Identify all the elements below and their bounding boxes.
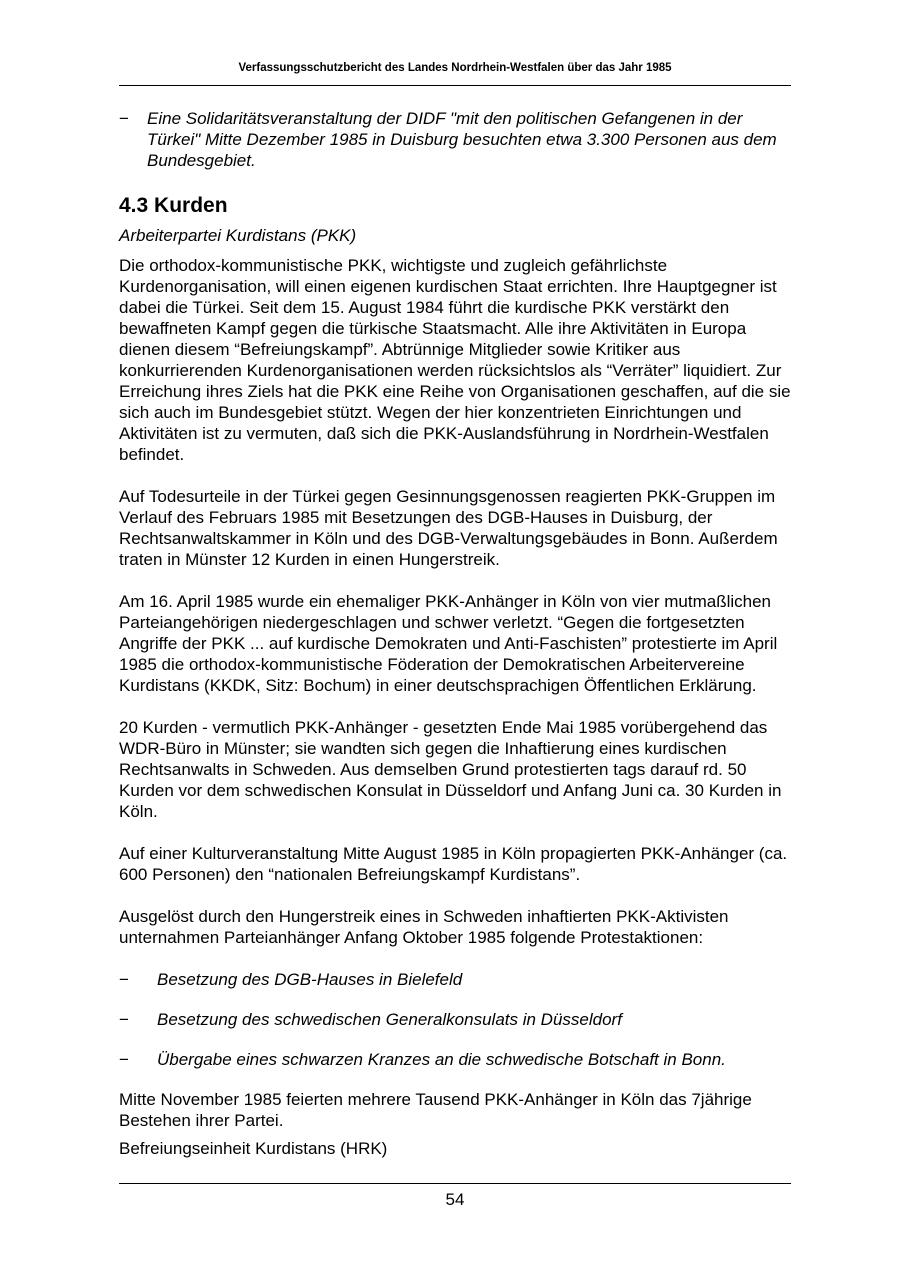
dash-bullet: −	[119, 1010, 129, 1029]
list-item-text: Übergabe eines schwarzen Kranzes an die schwedische Botschaft in Bonn.	[157, 1050, 726, 1069]
footer-divider	[119, 1183, 791, 1184]
list-item-text: Besetzung des schwedischen Generalkonsulats in Düsseldorf	[157, 1010, 622, 1029]
header-divider	[119, 85, 791, 86]
page-number: 54	[445, 1190, 465, 1209]
list-item-text: Besetzung des DGB-Hauses in Bielefeld	[157, 970, 463, 989]
next-subheading: Befreiungseinheit Kurdistans (HRK)	[119, 1139, 388, 1158]
paragraph: 20 Kurden - vermutlich PKK-Anhänger - gesetzten Ende Mai 1985 vorübergehend das WDR-Büro in Münster; sie wandten sich gegen die Inhaftierung eines kurdischen Rechtsanwalts in Schweden. Aus demselben Grund protestierten tags darauf rd. 50 Kurden vor dem schwedischen Konsulat in Düsseldorf und Anfang Juni ca. 30 Kurden in Köln.	[119, 718, 782, 821]
paragraph: Mitte November 1985 feierten mehrere Tausend PKK-Anhänger in Köln das 7jährige Bestehen ihrer Partei.	[119, 1090, 752, 1130]
dash-bullet: −	[119, 970, 129, 989]
paragraph: Auf einer Kulturveranstaltung Mitte August 1985 in Köln propagierten PKK-Anhänger (ca. 600 Personen) den “nationalen Befreiungskampf Kurdistans”.	[119, 844, 788, 884]
protest-actions-list	[119, 969, 791, 1070]
paragraph: Die orthodox-kommunistische PKK, wichtigste und zugleich gefährlichste Kurdenorganisation, will einen eigenen kurdischen Staat errichten. Ihre Hauptgegner ist dabei die Türkei. Seit dem 15. August 1984 führt die kurdische PKK verstärkt den bewaffneten Kampf gegen die türkische Staatsmacht. Alle ihre Aktivitäten in Europa dienen diesem “Befreiungskampf”. Abtrünnige Mitglieder sowie Kritiker aus konkurrierenden Kurdenorganisationen werden rücksichtslos als “Verräter” liquidiert. Zur Erreichung ihres Ziels hat die PKK eine Reihe von Organisationen geschaffen, auf die sie sich auch im Bundesgebiet stützt. Wegen der hier konzentrieten Einrichtungen und Aktivitäten ist zu vermuten, daß sich die PKK-Auslandsführung in Nordrhein-Westfalen befindet.	[119, 256, 791, 464]
list-item	[119, 1009, 791, 1030]
running-header: Verfassungsschutzbericht des Landes Nordrhein-Westfalen über das Jahr 1985	[238, 62, 672, 74]
intro-item-text: Eine Solidaritätsveranstaltung der DIDF "mit den politischen Gefangenen in der Türkei" Mitte Dezember 1985 in Duisburg besuchten etwa 3.300 Personen aus dem Bundesgebiet.	[147, 109, 777, 170]
page-content	[119, 108, 791, 1159]
section-heading: 4.3 Kurden	[119, 194, 228, 217]
list-item	[119, 1049, 791, 1070]
paragraph: Auf Todesurteile in der Türkei gegen Gesinnungsgenossen reagierten PKK-Gruppen im Verlauf des Februars 1985 mit Besetzungen des DGB-Hauses in Duisburg, der Rechtsanwaltskammer in Köln und des DGB-Verwaltungsgebäudes in Bonn. Außerdem traten in Münster 12 Kurden in einen Hungerstreik.	[119, 487, 778, 569]
intro-list-item	[119, 108, 791, 171]
section-subheading: Arbeiterpartei Kurdistans (PKK)	[119, 226, 357, 245]
list-item	[119, 969, 791, 990]
dash-bullet: −	[119, 1050, 129, 1069]
dash-bullet: −	[119, 109, 129, 128]
paragraph: Am 16. April 1985 wurde ein ehemaliger PKK-Anhänger in Köln von vier mutmaßlichen Parteiangehörigen niedergeschlagen und schwer verletzt. “Gegen die fortgesetzten Angriffe der PKK ... auf kurdische Demokraten und Anti-Faschisten” protestierte im April 1985 die orthodox-kommunistische Föderation der Demokratischen Arbeitervereine Kurdistans (KKDK, Sitz: Bochum) in einer deutschsprachigen Öffentlichen Erklärung.	[119, 592, 778, 695]
paragraph: Ausgelöst durch den Hungerstreik eines in Schweden inhaftierten PKK-Aktivisten unternahmen Parteianhänger Anfang Oktober 1985 folgende Protestaktionen:	[119, 907, 729, 947]
